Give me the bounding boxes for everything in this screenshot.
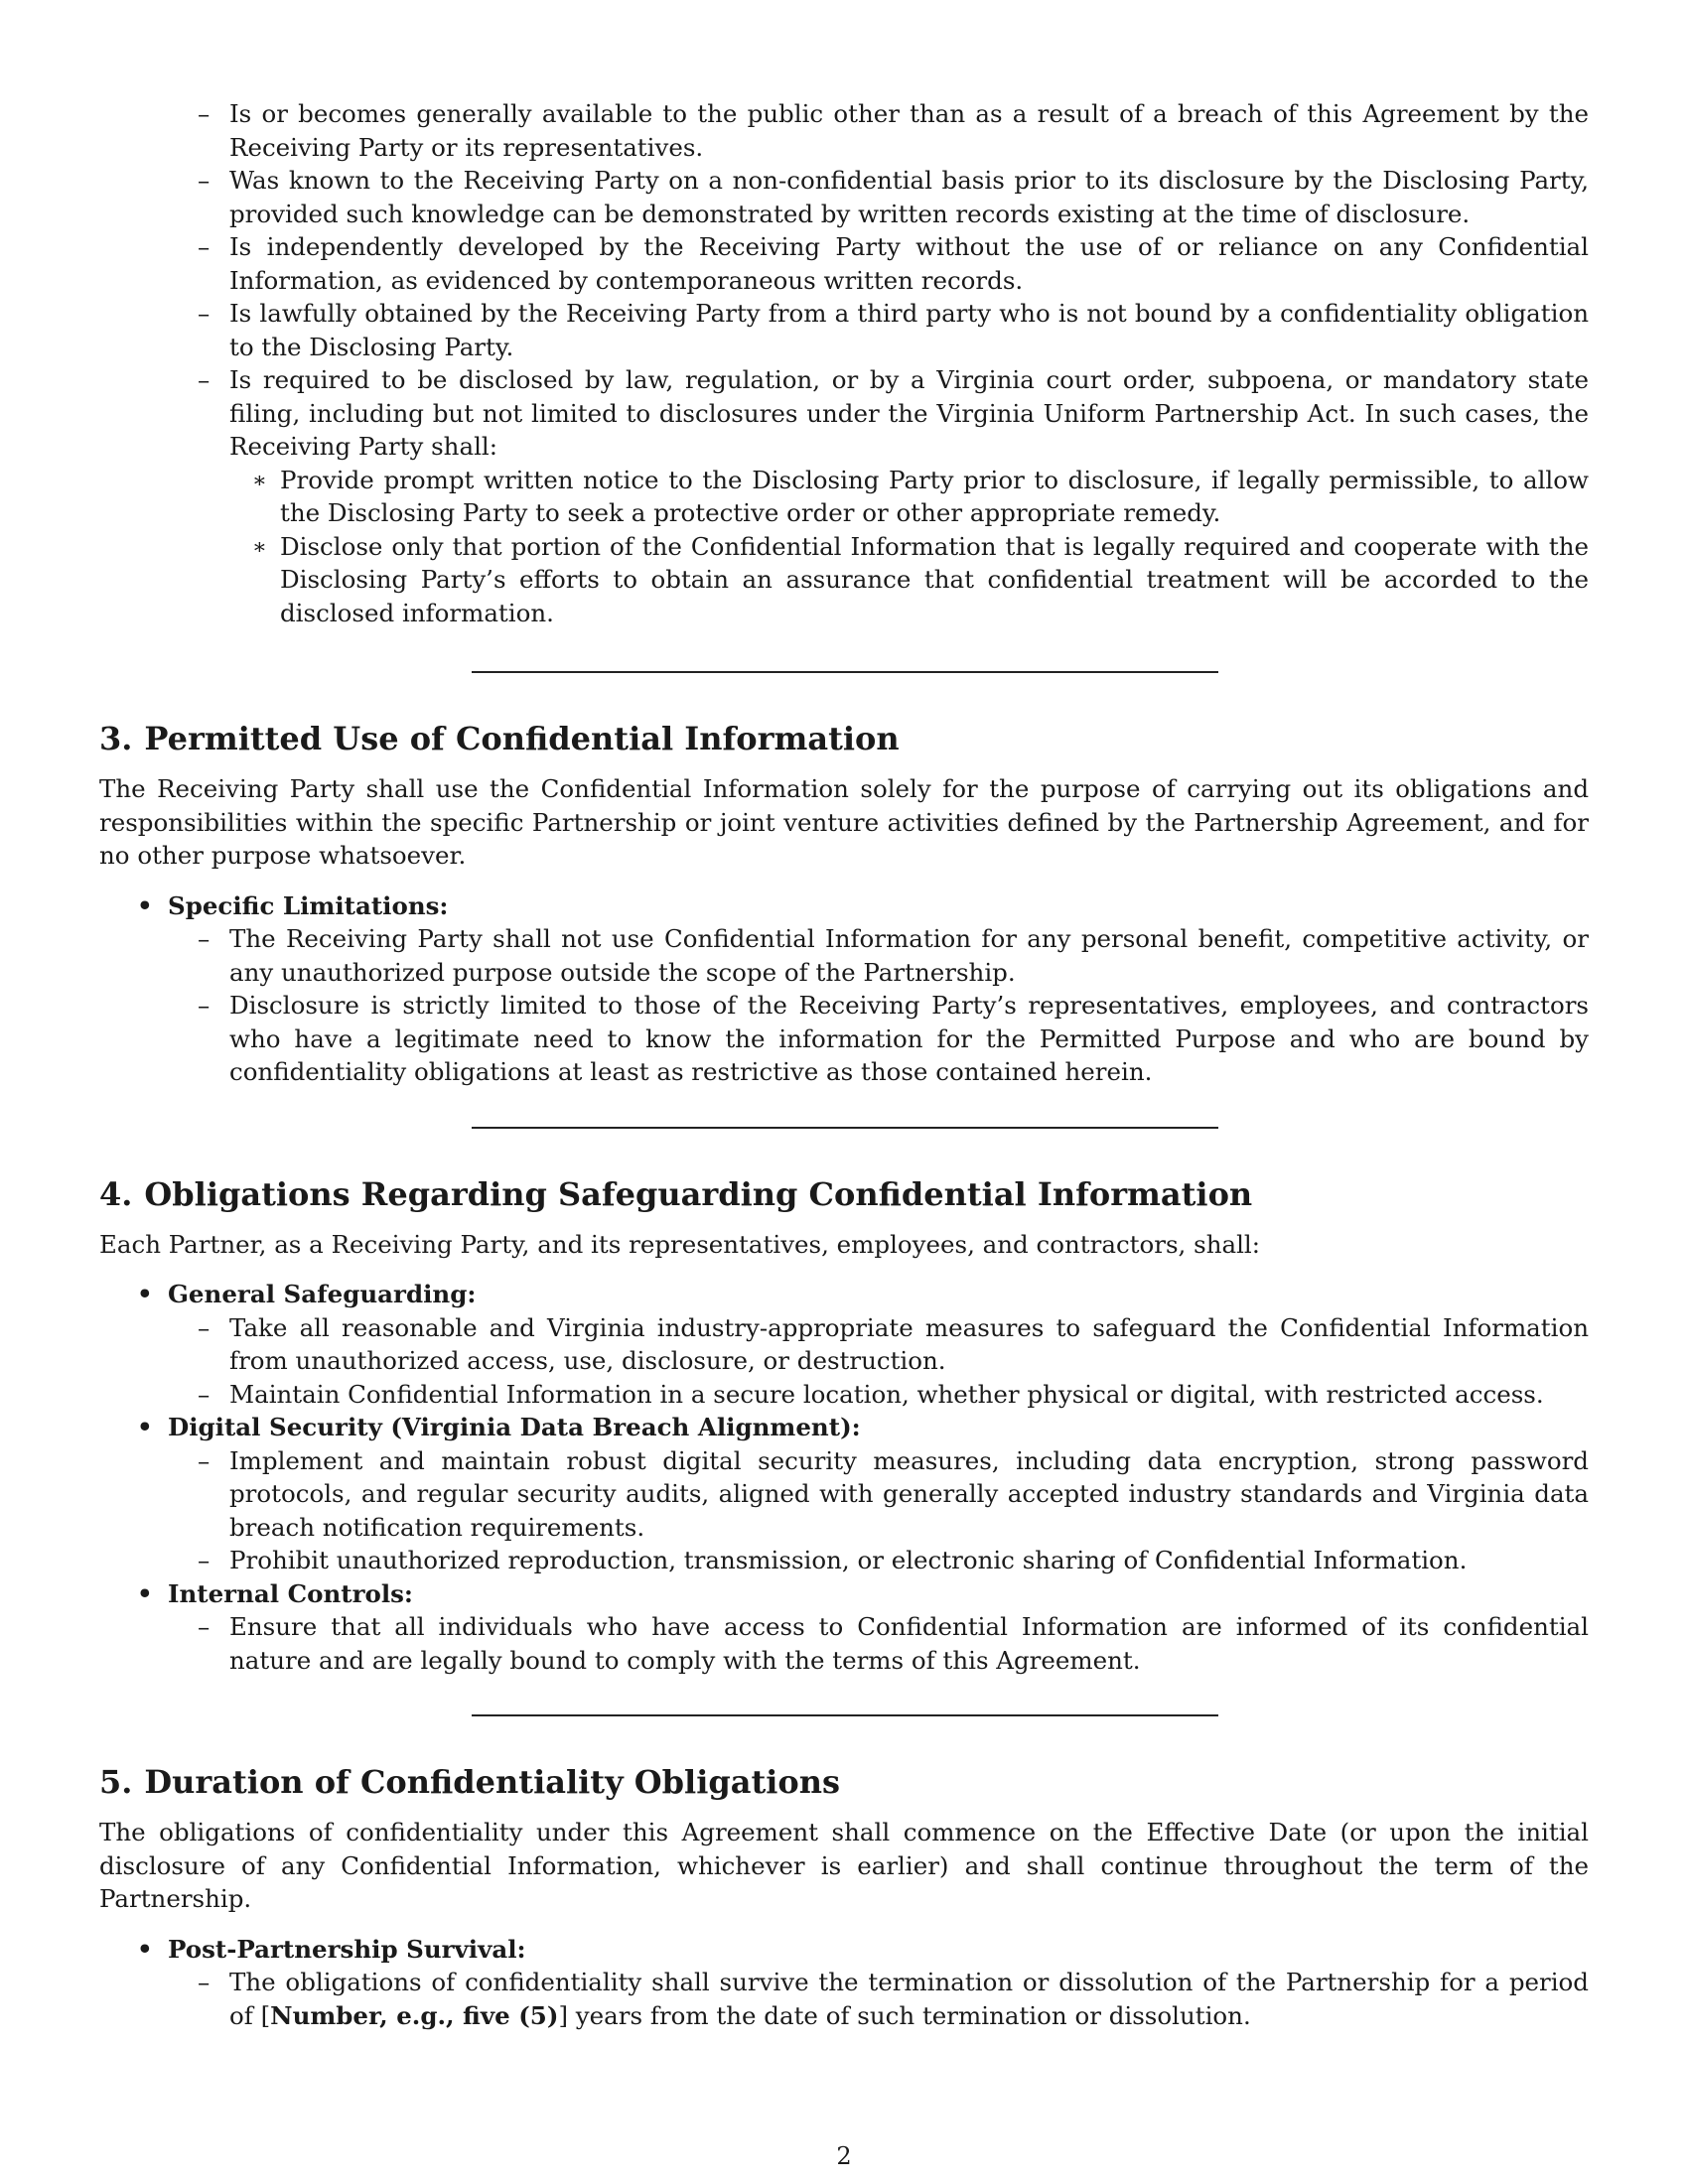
list-item: – Implement and maintain robust digital security measures, including data encryption, strong password protocols, and regular security audits, aligned with generally accepted industry standards and Virginia data breach notification requirements. bbox=[198, 1445, 1589, 1542]
dash-bullet: – bbox=[198, 99, 211, 128]
section-divider bbox=[472, 1127, 1218, 1129]
dash-bullet: – bbox=[198, 232, 211, 261]
section-divider bbox=[472, 1714, 1218, 1716]
list-item: – Maintain Confidential Information in a secure location, whether physical or digital, with restricted access. bbox=[99, 1378, 1589, 1412]
dot-bullet: • bbox=[137, 890, 153, 920]
dash-bullet: – bbox=[198, 1445, 211, 1475]
section-5-heading: 5. Duration of Confidentiality Obligations bbox=[99, 1763, 841, 1801]
section-divider bbox=[472, 671, 1218, 673]
dash-bullet: – bbox=[198, 365, 211, 394]
list-item: – Was known to the Receiving Party on a non-confidential basis prior to its disclosure by the Disclosing Party, provided such knowledge can be demonstrated by written records existing at the time of disclosure. bbox=[198, 166, 1589, 228]
section-5-body bbox=[99, 1816, 1589, 2032]
dash-bullet: – bbox=[198, 991, 211, 1020]
star-bullet: ∗ bbox=[252, 534, 267, 560]
dash-bullet: – bbox=[198, 1968, 211, 1996]
dash-bullet: – bbox=[198, 1379, 211, 1409]
placeholder-field: Number, e.g., five (5) bbox=[270, 2000, 559, 2030]
section-4-paragraph: Each Partner, as a Receiving Party, and its representatives, employees, and contractors, shall: bbox=[99, 1229, 1261, 1259]
list-item: – Is independently developed by the Receiving Party without the use of or reliance on any Confidential Information, as evidenced by contemporaneous written records. bbox=[198, 232, 1589, 295]
section-4-body bbox=[99, 1228, 1589, 1678]
dot-bullet: • bbox=[137, 1413, 153, 1441]
list-item: • Digital Security (Virginia Data Breach Alignment): bbox=[99, 1411, 1589, 1444]
section-3-heading: 3. Permitted Use of Confidential Information bbox=[99, 720, 900, 757]
list-item: • General Safeguarding: bbox=[99, 1278, 1589, 1311]
dash-bullet: – bbox=[198, 1612, 211, 1641]
dot-bullet: • bbox=[137, 1280, 153, 1308]
list-item: – The obligations of confidentiality shall survive the termination or dissolution of the Partnership for a period of [Number, e.g., five (5)] years from the date of such termination or dissolution. bbox=[198, 1968, 1589, 2030]
dash-bullet: – bbox=[198, 1546, 211, 1574]
dash-bullet: – bbox=[198, 299, 211, 328]
dot-bullet: • bbox=[137, 1934, 153, 1964]
sub-list-item: ∗ Disclose only that portion of the Confidential Information that is legally required and cooperate with the Disclosing Party’s efforts to obtain an assurance that confidential treatment will be accorded to the disclosed information. bbox=[252, 531, 1589, 627]
dash-bullet: – bbox=[198, 166, 211, 195]
section-3-paragraph: The Receiving Party shall use the Confidential Information solely for the purpose of carrying out its obligations and responsibilities within the specific Partnership or joint venture activities defined by the Partnership Agreement, and for no other purpose whatsoever. bbox=[99, 774, 1589, 870]
list-item: – Prohibit unauthorized reproduction, transmission, or electronic sharing of Confidential Information. bbox=[99, 1544, 1589, 1577]
dash-bullet: – bbox=[198, 924, 211, 953]
list-item: • Post-Partnership Survival: bbox=[99, 1933, 1589, 1967]
list-item: – Is required to be disclosed by law, regulation, or by a Virginia court order, subpoena, or mandatory state filing, including but not limited to disclosures under the Virginia Uniform Partnership Act. In such cases, the Receiving Party shall: bbox=[198, 365, 1589, 461]
list-item: – Disclosure is strictly limited to those of the Receiving Party’s representatives, employees, and contractors who have a legitimate need to know the information for the Permitted Purpose and who are bound by confidentiality obligations at least as restrictive as those contained herein. bbox=[198, 991, 1589, 1086]
section-3-body bbox=[99, 772, 1589, 1089]
list-item: • Specific Limitations: bbox=[99, 889, 1589, 923]
section-4-heading: 4. Obligations Regarding Safeguarding Confidential Information bbox=[99, 1174, 1253, 1213]
list-item: – Ensure that all individuals who have access to Confidential Information are informed of its confidential nature and are legally bound to comply with the terms of this Agreement. bbox=[198, 1612, 1589, 1675]
list-item: – The Receiving Party shall not use Confidential Information for any personal benefit, competitive activity, or any unauthorized purpose outside the scope of the Partnership. bbox=[198, 924, 1589, 987]
list-item: • Internal Controls: bbox=[99, 1577, 1589, 1611]
star-bullet: ∗ bbox=[252, 468, 267, 493]
document-page bbox=[99, 97, 1589, 2032]
section-5-paragraph: The obligations of confidentiality under this Agreement shall commence on the Effective Date (or upon the initial disclosure of any Confidential Information, whichever is earlier) and shall continue throughout the term of the Partnership. bbox=[99, 1818, 1589, 1913]
list-item: – Take all reasonable and Virginia industry-appropriate measures to safeguard the Confidential Information from unauthorized access, use, disclosure, or destruction. bbox=[198, 1312, 1589, 1375]
page-number: 2 bbox=[836, 2142, 852, 2170]
dot-bullet: • bbox=[137, 1578, 153, 1608]
list-item: – Is lawfully obtained by the Receiving Party from a third party who is not bound by a confidentiality obligation to the Disclosing Party. bbox=[198, 299, 1589, 361]
list-item: – Is or becomes generally available to the public other than as a result of a breach of this Agreement by the Receiving Party or its representatives. bbox=[198, 99, 1589, 162]
sub-list-item: ∗ Provide prompt written notice to the Disclosing Party prior to disclosure, if legally permissible, to allow the Disclosing Party to seek a protective order or other appropriate remedy. bbox=[252, 465, 1589, 527]
exclusions-list bbox=[99, 97, 1589, 629]
dash-bullet: – bbox=[198, 1312, 211, 1342]
